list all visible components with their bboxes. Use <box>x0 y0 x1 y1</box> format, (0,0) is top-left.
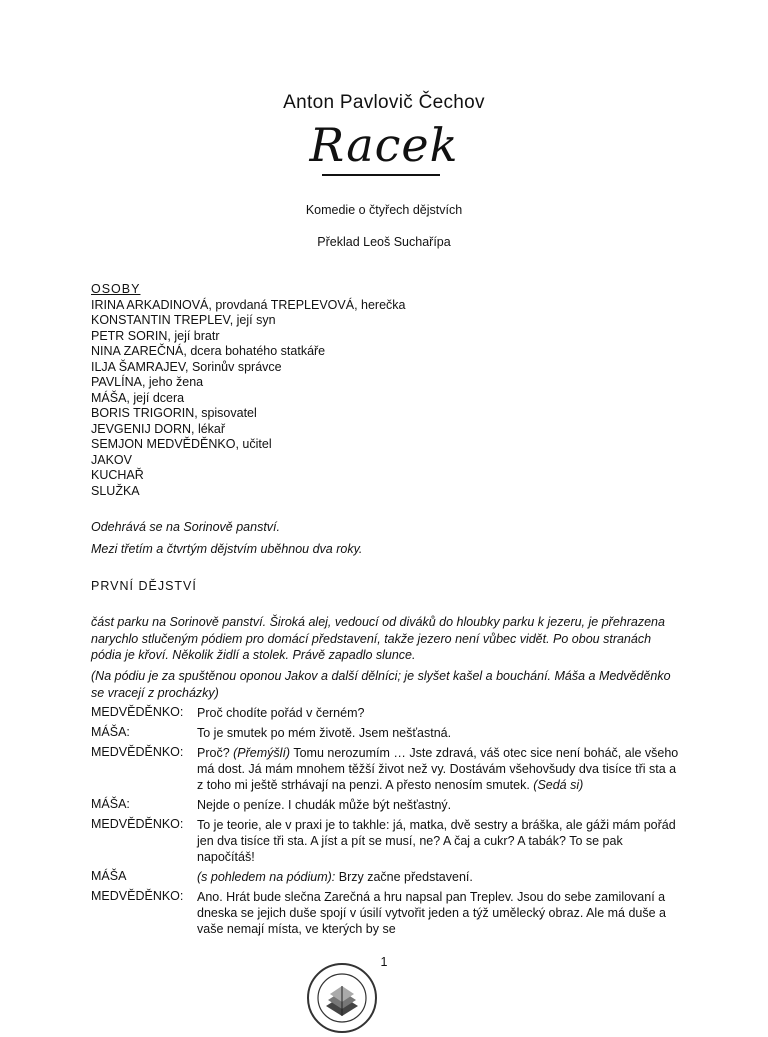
stage-direction: (Na pódiu je za spuštěnou oponou Jakov a další dělníci; je slyšet kašel a bouchání. Máša a Medvěděnko se vracejí z procházky) <box>91 669 671 700</box>
cast-item: PETR SORIN, její bratr <box>91 328 220 343</box>
speech-part: Tomu nerozumím … Jste zdravá, váš otec sice není boháč, ale všeho má dost. Já mám mnohem těžší život než vy. Dostávám všehovšudy dva tisíce tři sta a z toho mi ještě strhávají na penzi. A přesto nenosím smutek. <box>197 746 679 792</box>
speaker-name: MEDVĚDĚNKO: <box>91 817 184 831</box>
act-heading: PRVNÍ DĚJSTVÍ <box>91 579 197 593</box>
cast-list <box>91 282 681 499</box>
page-number: 1 <box>380 955 388 969</box>
play-title: Racek <box>309 118 459 172</box>
setting-note <box>91 516 681 560</box>
setting-line: Mezi třetím a čtvrtým dějstvím uběhnou dva roky. <box>91 542 363 556</box>
speech-text: Ano. Hrát bude slečna Zarečná a hru napsal pan Treplev. Jsou do sebe zamilovaní a dneska se jejich duše spojí v úsilí vytvořit jeden a týž umělecký obraz. Ale má duše a vaše nemají místa, ve kterých by se <box>197 890 666 936</box>
cast-item: JAKOV <box>91 452 132 467</box>
speaker-name: MÁŠA: <box>91 725 130 739</box>
setting-line: Odehrává se na Sorinově panství. <box>91 520 281 534</box>
speaker-name: MEDVĚDĚNKO: <box>91 745 184 759</box>
cast-item: PAVLÍNA, jeho žena <box>91 375 204 389</box>
library-stamp-logo-icon <box>306 962 378 1034</box>
dialogue-row <box>91 797 681 813</box>
cast-item: IRINA ARKADINOVÁ, provdaná TREPLEVOVÁ, herečka <box>91 297 406 312</box>
dialogue-row <box>91 817 681 865</box>
title-underline <box>322 174 440 176</box>
cast-item: SLUŽKA <box>91 483 140 498</box>
translator-credit: Překlad Leoš Suchařípa <box>317 235 451 249</box>
inline-direction: (Přemýšlí) <box>233 746 291 760</box>
dialogue-row <box>91 889 681 937</box>
cast-item: ILJA ŠAMRAJEV, Sorinův správce <box>91 359 282 374</box>
inline-direction: (s pohledem na pódium): <box>197 870 336 884</box>
speech-text: To je teorie, ale v praxi je to takhle: já, matka, dvě sestry a bráška, ale gáži mám pořád jen dva tisíce tři sta. A jíst a pít se musí, ne? A čaj a cukr? A tabák? To se pak napočítáš! <box>197 818 676 864</box>
stage-direction: část parku na Sorinově panství. Široká alej, vedoucí od diváků do hloubky parku k jezeru, je přehrazena narychlo stlučeným pódiem pro domácí představení, takže jezero není vůbec vidět. Po obou stranách pódia je křoví. Několik židlí a stolek. Právě zapadlo slunce. <box>91 615 665 662</box>
play-subtitle: Komedie o čtyřech dějstvích <box>305 203 463 217</box>
cast-item: SEMJON MEDVĚDĚNKO, učitel <box>91 437 272 451</box>
speaker-name: MEDVĚDĚNKO: <box>91 705 184 719</box>
inline-direction: (Sedá si) <box>533 778 584 792</box>
dialogue-row <box>91 869 681 885</box>
dialogue <box>91 705 681 941</box>
speech-part: Proč? <box>197 746 234 760</box>
speaker-name: MÁŠA: <box>91 797 130 811</box>
cast-item: KONSTANTIN TREPLEV, její syn <box>91 313 276 327</box>
speaker-name: MÁŠA <box>91 869 127 883</box>
speech-text <box>197 745 681 793</box>
speaker-name: MEDVĚDĚNKO: <box>91 889 184 903</box>
cast-item: NINA ZAREČNÁ, dcera bohatého statkáře <box>91 344 326 358</box>
dialogue-row <box>91 745 681 793</box>
speech-text <box>197 869 681 885</box>
cast-item: KUCHAŘ <box>91 468 144 482</box>
cast-item: JEVGENIJ DORN, lékař <box>91 421 226 436</box>
author-name: Anton Pavlovič Čechov <box>283 92 485 113</box>
dialogue-row <box>91 705 681 721</box>
cast-item: MÁŠA, její dcera <box>91 390 185 405</box>
dialogue-row <box>91 725 681 741</box>
speech-text: Proč chodíte pořád v černém? <box>197 706 365 720</box>
speech-text: Nejde o peníze. I chudák může být nešťastný. <box>197 798 452 812</box>
speech-text: To je smutek po mém životě. Jsem nešťastná. <box>197 726 452 740</box>
cast-heading: OSOBY <box>91 282 141 296</box>
speech-part: Brzy začne představení. <box>335 870 473 884</box>
cast-item: BORIS TRIGORIN, spisovatel <box>91 406 257 420</box>
